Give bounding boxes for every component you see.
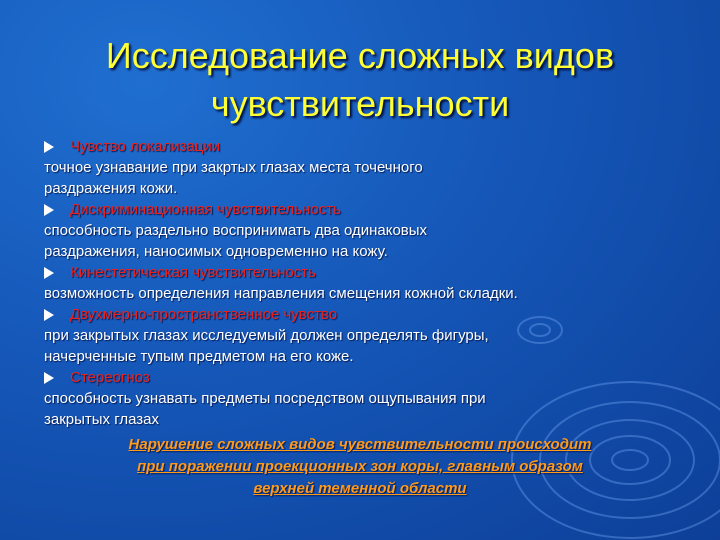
conclusion-text	[60, 434, 660, 500]
item-desc-line: раздражения кожи.	[44, 180, 178, 197]
item-heading-localization: Чувство локализации	[44, 136, 684, 157]
item-desc-line: способность раздельно воспринимать два одинаковых	[44, 222, 428, 239]
item-heading-kinesthetic: Кинестетическая чувствительность	[44, 262, 684, 283]
item-desc-line: возможность определения направления смещения кожной складки.	[44, 285, 518, 302]
title-line-2: чувствительности	[210, 83, 510, 124]
item-desc-line: закрытых глазах	[44, 411, 160, 428]
arrow-bullet-icon	[44, 309, 54, 321]
item-desc-line: начерченные тупым предметом на его коже.	[44, 348, 354, 365]
arrow-bullet-icon	[44, 267, 54, 279]
conclusion-line: верхней теменной области	[253, 480, 467, 497]
conclusion-line: Нарушение сложных видов чувствительности происходит	[128, 436, 592, 453]
item-heading-stereognosis: Стереогноз	[44, 367, 684, 388]
slide-title	[0, 32, 720, 128]
item-heading-discrimination: Дискриминационная чувствительность	[44, 199, 684, 220]
item-desc-line: точное узнавание при закртых глазах места точечного	[44, 159, 423, 176]
title-line-1: Исследование сложных видов	[105, 35, 615, 76]
item-desc-line: раздражения, наносимых одновременно на кожу.	[44, 243, 388, 260]
item-heading-two-dimensional: Двухмерно-пространственное чувство	[44, 304, 684, 325]
item-desc-line: способность узнавать предметы посредством ощупывания при	[44, 390, 486, 407]
conclusion-line: при поражении проекционных зон коры, главным образом	[137, 458, 583, 475]
arrow-bullet-icon	[44, 141, 54, 153]
arrow-bullet-icon	[44, 372, 54, 384]
arrow-bullet-icon	[44, 204, 54, 216]
content-list	[44, 136, 684, 430]
item-desc-line: при закрытых глазах исследуемый должен определять фигуры,	[44, 327, 489, 344]
